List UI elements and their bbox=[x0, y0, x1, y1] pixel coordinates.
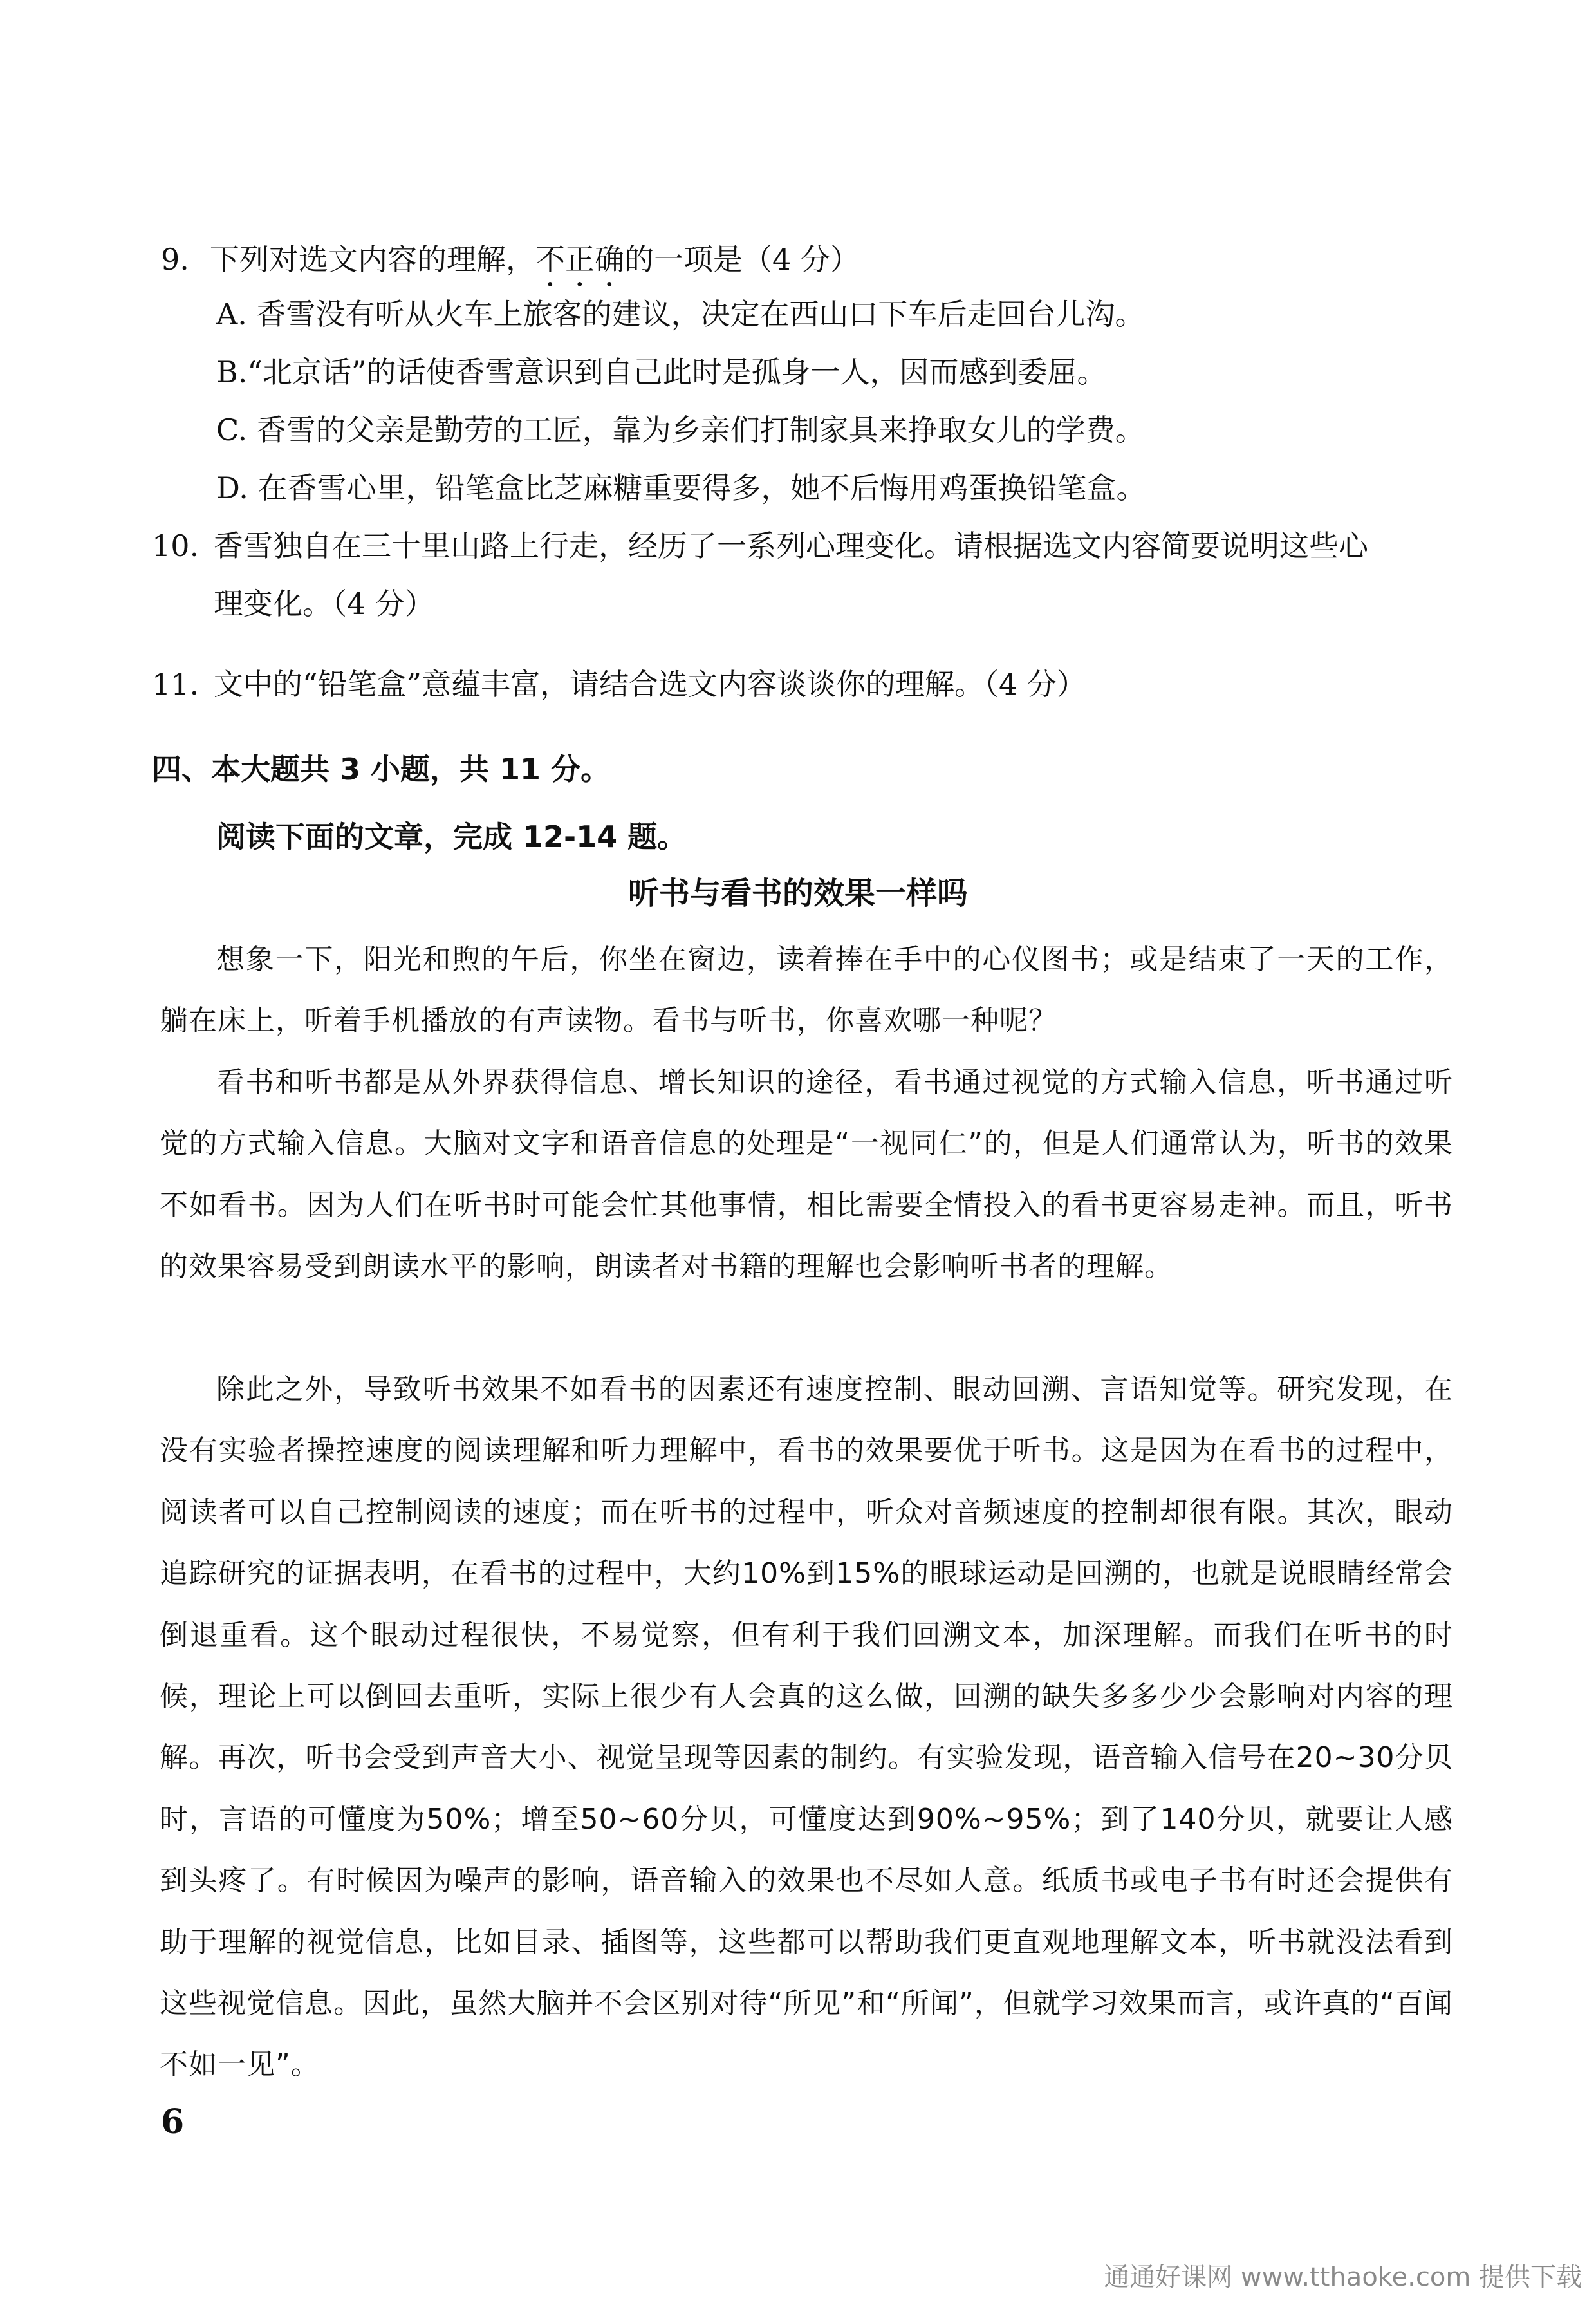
option-a: A. 香雪没有听从火车上旅客的建议，决定在西山口下车后走回台儿沟。 bbox=[216, 297, 1145, 331]
emphasized-word: 不正确 bbox=[535, 242, 624, 277]
question-stem: 下列对选文内容的理解，不正确的一项是（4 分） bbox=[210, 242, 860, 277]
option-d: D. 在香雪心里，铅笔盒比芝麻糖重要得多，她不后悔用鸡蛋换铅笔盒。 bbox=[216, 471, 1146, 505]
section-heading: 四、本大题共 3 小题，共 11 分。 bbox=[152, 752, 611, 787]
question-number: 10. bbox=[152, 528, 200, 563]
article-paragraph-3: 除此之外，导致听书效果不如看书的因素还有速度控制、眼动回溯、言语知觉等。研究发现，在没有实验者操控速度的阅读理解和听力理解中，看书的效果要优于听书。这是因为在看书的过程中，阅读者可以自己控制阅读的速度；而在听书的过程中，听众对音频速度的控制却很有限。其次，眼动追踪研究的证据表明，在看书的过程中，大约10%到15%的眼球运动是回溯的，也就是说眼睛经常会倒退重看。这个眼动过程很快，不易觉察，但有利于我们回溯文本，加深理解。而我们在听书的时候，理论上可以倒回去重听，实际上很少有人会真的这么做，回溯的缺失多多少少会影响对内容的理解。再次，听书会受到声音大小、视觉呈现等因素的制约。有实验发现，语音输入信号在20~30分贝时，言语的可懂度为50%；增至50~60分贝，可懂度达到90%~95%；到了140分贝，就要让人感到头疼了。有时候因为噪声的影响，语音输入的效果也不尽如人意。纸质书或电子书有时还会提供有助于理解的视觉信息，比如目录、插图等，这些都可以帮助我们更直观地理解文本，听书就没法看到这些视觉信息。因此，虽然大脑并不会区别对待“所见”和“所闻”，但就学习效果而言，或许真的“百闻不如一见”。 bbox=[160, 1373, 1453, 2082]
article-paragraph-1: 想象一下，阳光和煦的午后，你坐在窗边，读着捧在手中的心仪图书；或是结束了一天的工作，躺在床上，听着手机播放的有声读物。看书与听书，你喜欢哪一种呢？ bbox=[160, 943, 1453, 1038]
question-number: 9. bbox=[161, 242, 189, 277]
question-10: 10. 香雪独自在三十里山路上行走，经历了一系列心理变化。请根据选文内容简要说明这些心 bbox=[0, 517, 1596, 575]
question-11: 11. 文中的“铅笔盒”意蕴丰富，请结合选文内容谈谈你的理解。（4 分） bbox=[0, 655, 1596, 713]
option-b: B.“北京话”的话使香雪意识到自己此时是孤身一人，因而感到委屈。 bbox=[216, 355, 1107, 389]
question-10-continued: 理变化。（4 分） bbox=[214, 586, 434, 621]
watermark-text: 通通好课网 www.tthaoke.com 提供下载 bbox=[1104, 2263, 1582, 2292]
section-instruction: 阅读下面的文章，完成 12-14 题。 bbox=[216, 819, 687, 854]
page-number: 6 bbox=[161, 2102, 185, 2142]
question-9 bbox=[0, 230, 1596, 288]
article-paragraph-2: 看书和听书都是从外界获得信息、增长知识的途径，看书通过视觉的方式输入信息，听书通过听觉的方式输入信息。大脑对文字和语音信息的处理是“一视同仁”的，但是人们通常认为，听书的效果不如看书。因为人们在听书时可能会忙其他事情，相比需要全情投入的看书更容易走神。而且，听书的效果容易受到朗读水平的影响，朗读者对书籍的理解也会影响听书者的理解。 bbox=[160, 1066, 1453, 1283]
option-c: C. 香雪的父亲是勤劳的工匠，靠为乡亲们打制家具来挣取女儿的学费。 bbox=[216, 413, 1145, 447]
question-number: 11. bbox=[152, 667, 200, 702]
article-title: 听书与看书的效果一样吗 bbox=[627, 875, 968, 911]
